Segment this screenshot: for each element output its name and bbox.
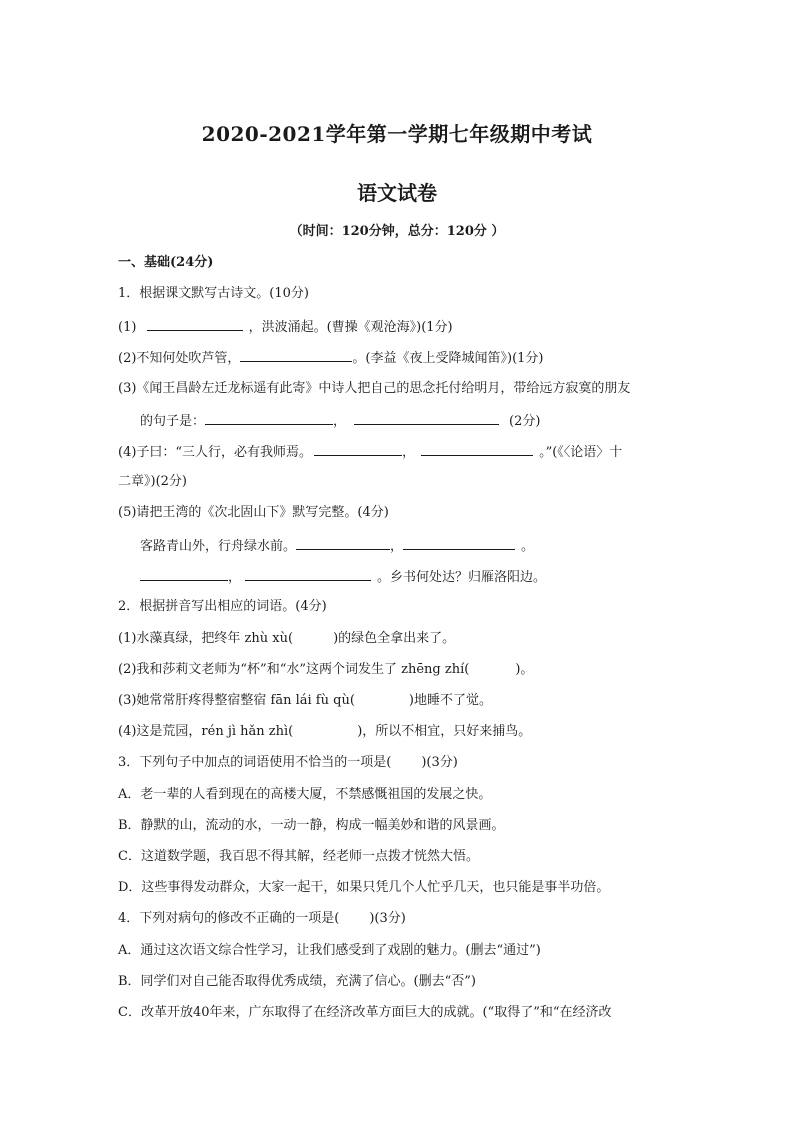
q2-item-2: (2)我和莎莉文老师为“杯”和“水”这两个词发生了 zhēng zhí( )。: [118, 662, 534, 677]
answer-blank[interactable]: [245, 567, 371, 581]
q4-option-c: C．改革开放40年来，广东取得了在经济改革方面巨大的成就。(“取得了”和“在经济改: [118, 1005, 612, 1020]
answer-blank[interactable]: [421, 442, 533, 456]
exam-subtitle: 语文试卷: [357, 181, 437, 205]
answer-blank[interactable]: [403, 536, 515, 550]
q2-item-3: (3)她常常肝疼得整宿整宿 fān lái fù qù( )地睡不了觉。: [118, 693, 492, 708]
q1-part4-line1: (4)子曰：“三人行，必有我师焉。 ， 。”(《〈论语〉十: [118, 442, 622, 462]
answer-blank[interactable]: [147, 317, 243, 331]
q1-part4-line2: 二章》)(2分): [118, 474, 187, 489]
q1-part2: (2)不知何处吹芦管， 。(李益《夜上受降城闻笛》)(1分): [118, 348, 543, 368]
question-1-stem: 1．根据课文默写古诗文。(10分): [118, 286, 309, 301]
exam-title: 2020-2021学年第一学期七年级期中考试: [201, 122, 593, 146]
q4-option-b: B．同学们对自己能否取得优秀成绩，充满了信心。(删去“否”): [118, 974, 476, 989]
q1-part3-line2: 的句子是： ， (2分): [140, 411, 540, 431]
question-4-stem: 4．下列对病句的修改不正确的一项是( )(3分): [118, 911, 406, 926]
answer-blank[interactable]: [314, 442, 402, 456]
q3-option-a: A．老一辈的人看到现在的高楼大厦，不禁感慨祖国的发展之快。: [118, 787, 492, 802]
q4-option-a: A．通过这次语文综合性学习，让我们感受到了戏剧的魅力。(删去“通过”): [118, 943, 541, 958]
q3-option-b: B．静默的山，流动的水，一动一静，构成一幅美妙和谐的风景画。: [118, 818, 505, 833]
q1-part5-stem: (5)请把王湾的《次北固山下》默写完整。(4分): [118, 505, 389, 520]
q1-part5-line2: ， 。乡书何处达？归雁洛阳边。: [140, 567, 546, 587]
q2-item-4: (4)这是荒园，rén jì hǎn zhì( )，所以不相宜，只好来捕鸟。: [118, 724, 532, 739]
question-2-stem: 2．根据拼音写出相应的词语。(4分): [118, 599, 327, 614]
answer-blank[interactable]: [140, 567, 228, 581]
answer-blank[interactable]: [205, 411, 333, 425]
section-heading: 一、基础(24分): [118, 255, 214, 270]
answer-blank[interactable]: [354, 411, 499, 425]
exam-time-info: （时间：120分钟，总分：120分 ）: [289, 224, 505, 239]
question-3-stem: 3．下列句子中加点的词语使用不恰当的一项是( )(3分): [118, 755, 458, 770]
q1-part5-line1: 客路青山外，行舟绿水前。 ， 。: [140, 536, 534, 556]
answer-blank[interactable]: [296, 536, 390, 550]
q2-item-1: (1)水藻真绿，把终年 zhù xù( )的绿色全拿出来了。: [118, 631, 456, 646]
q1-part1: (1) ，洪波涌起。(曹操《观沧海》)(1分): [118, 317, 453, 337]
q3-option-d: D．这些事得发动群众，大家一起干，如果只凭几个人忙乎几天，也只能是事半功倍。: [118, 880, 610, 895]
q1-part3-line1: (3)《闻王昌龄左迁龙标遥有此寄》中诗人把自己的思念托付给明月，带给远方寂寞的朋友: [118, 381, 631, 396]
q3-option-c: C．这道数学题，我百思不得其解，经老师一点拨才恍然大悟。: [118, 849, 479, 864]
answer-blank[interactable]: [240, 348, 352, 362]
